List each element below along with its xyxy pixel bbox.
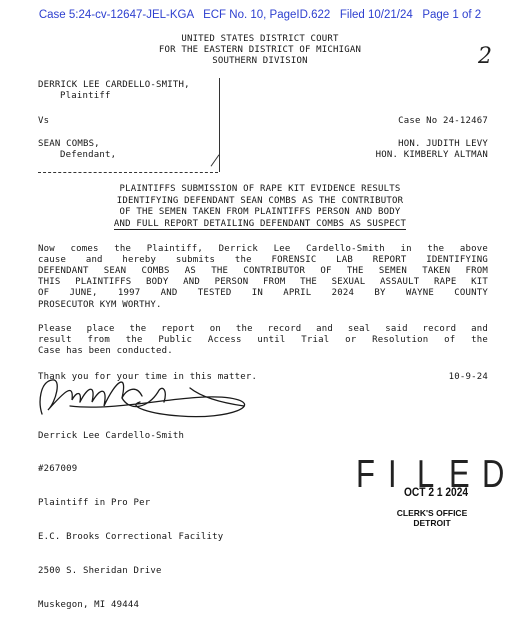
body-paragraph-2-line-3: Case has been conducted.	[38, 346, 173, 356]
plaintiff-name: DERRICK LEE CARDELLO-SMITH,	[38, 80, 190, 90]
closing-line: Thank you for your time in this matter.	[38, 372, 258, 382]
body-paragraph-2-line-2: result from the Public Access until Trial or Resolution of the	[38, 335, 488, 345]
judge-altman: HON. KIMBERLY ALTMAN	[375, 150, 488, 160]
judge-levy: HON. JUDITH LEVY	[398, 139, 488, 149]
versus-label: Vs	[38, 116, 50, 126]
stamp-date: OCT 2 1 2024	[403, 485, 469, 499]
signer-name: Derrick Lee Cardello-Smith	[38, 430, 185, 441]
body-paragraph-1-line-2: cause and hereby submits the FORENSIC LAB REPORT IDENTIFYING	[38, 255, 488, 265]
title-line-2: IDENTIFYING DEFENDANT SEAN COMBS AS THE CONTRIBUTOR	[116, 195, 404, 206]
stamp-letter-d: D	[482, 452, 505, 496]
signature-block	[38, 408, 223, 623]
body-paragraph-1-line-3: DEFENDANT SEAN COMBS AS THE CONTRIBUTOR OF THE SEMEN TAKEN FROM	[38, 266, 488, 276]
caption-underline	[38, 172, 218, 173]
signature-date: 10-9-24	[448, 372, 488, 382]
stamp-letter-f: F	[356, 452, 375, 496]
facility-street: 2500 S. Sheridan Drive	[38, 566, 162, 577]
stamp-office: CLERK'S OFFICE	[396, 508, 468, 518]
facility-city: Muskegon, MI 49444	[38, 600, 140, 611]
case-number: Case No 24-12467	[398, 116, 488, 126]
stamp-city: DETROIT	[413, 518, 451, 528]
caption-divider	[219, 78, 220, 172]
title-line-1: PLAINTIFFS SUBMISSION OF RAPE KIT EVIDENCE RESULTS	[119, 184, 401, 194]
body-paragraph-1-line-4: THIS PLAINTIFFS BODY AND PERSON FROM THE SEXUAL ASSAULT RAPE KIT	[38, 277, 488, 287]
inmate-number: #267009	[38, 464, 78, 475]
body-paragraph-1-line-5: OF JUNE, 1997 AND TESTED IN APRIL 2024 BY WAYNE COUNTY	[38, 288, 488, 298]
court-heading	[0, 34, 520, 67]
title-line-3: OF THE SEMEN TAKEN FROM PLAINTIFFS PERSON AND BODY	[119, 207, 401, 217]
court-name: UNITED STATES DISTRICT COURT	[181, 34, 339, 44]
document-title	[0, 184, 520, 230]
body-paragraph-2-line-1: Please place the report on the record and seal said record and	[38, 324, 488, 334]
defendant-role: Defendant,	[60, 150, 117, 160]
plaintiff-role: Plaintiff	[60, 91, 111, 101]
defendant-name: SEAN COMBS,	[38, 139, 100, 149]
stamp-letter-i: I	[388, 452, 397, 496]
title-line-4: AND FULL REPORT DETAILING DEFENDANT COMBS AS SUSPECT	[113, 218, 407, 229]
ecf-filing-header: Case 5:24-cv-12647-JEL-KGA ECF No. 10, PageID.622 Filed 10/21/24 Page 1 of 2	[38, 9, 482, 21]
stamp-letter-e: E	[449, 452, 470, 496]
body-paragraph-1-line-6: PROSECUTOR KYM WORTHY.	[38, 300, 162, 310]
body-paragraph-1-line-1: Now comes the Plaintiff, Derrick Lee Cardello-Smith in the above	[38, 244, 488, 254]
facility-name: E.C. Brooks Correctional Facility	[38, 532, 224, 543]
court-district: FOR THE EASTERN DISTRICT OF MICHIGAN	[158, 45, 362, 55]
stamp-letter-l: L	[417, 452, 435, 496]
signer-role: Plaintiff in Pro Per	[38, 498, 151, 509]
court-division: SOUTHERN DIVISION	[212, 56, 308, 66]
handwritten-page-mark: 2	[478, 44, 492, 69]
